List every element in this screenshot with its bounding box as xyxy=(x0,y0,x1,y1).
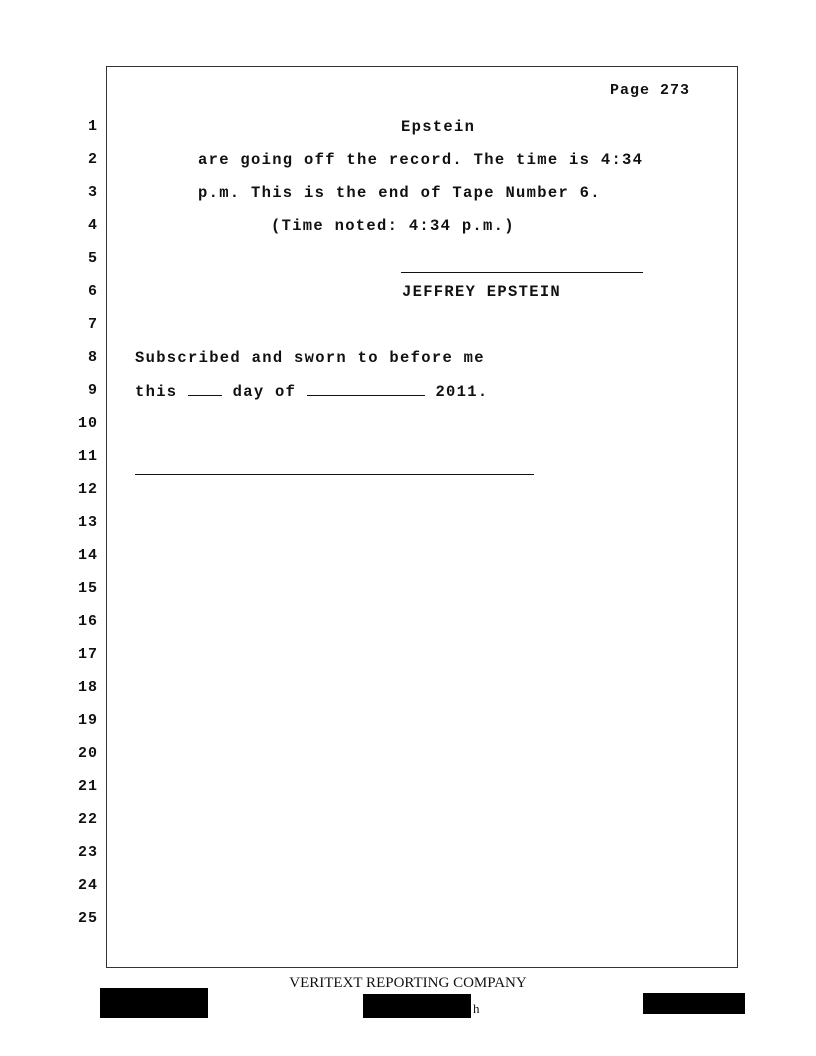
transcript-line-2: are going off the record. The time is 4:34 xyxy=(198,151,644,169)
line-number: 3 xyxy=(87,184,98,201)
jurat-this-label: this xyxy=(135,383,178,401)
signatory-name: JEFFREY EPSTEIN xyxy=(402,283,562,301)
line-number: 14 xyxy=(77,547,98,564)
redaction-block-left xyxy=(100,988,208,1018)
jurat-day-of-label: day of xyxy=(232,383,297,401)
witness-header: Epstein xyxy=(401,118,476,136)
line-number: 5 xyxy=(87,250,98,267)
transcript-line-3: p.m. This is the end of Tape Number 6. xyxy=(198,184,601,202)
line-number: 21 xyxy=(77,778,98,795)
line-number: 13 xyxy=(77,514,98,531)
jurat-date-line xyxy=(135,382,488,401)
line-number: 11 xyxy=(77,448,98,465)
line-number: 10 xyxy=(77,415,98,432)
line-number: 20 xyxy=(77,745,98,762)
jurat-year: 2011. xyxy=(435,383,489,401)
line-number: 2 xyxy=(87,151,98,168)
transcript-line-4: (Time noted: 4:34 p.m.) xyxy=(271,217,515,235)
line-number: 16 xyxy=(77,613,98,630)
notary-signature-line xyxy=(135,474,534,475)
line-number: 9 xyxy=(87,382,98,399)
day-blank xyxy=(188,382,222,396)
footer-company: VERITEXT REPORTING COMPANY xyxy=(289,975,527,991)
redaction-block-right xyxy=(643,993,745,1014)
page-number: Page 273 xyxy=(610,82,691,99)
jurat-line: Subscribed and sworn to before me xyxy=(135,349,485,367)
redaction-block-center xyxy=(363,994,471,1018)
line-number: 25 xyxy=(77,910,98,927)
line-number: 8 xyxy=(87,349,98,366)
line-number: 6 xyxy=(87,283,98,300)
line-number: 4 xyxy=(87,217,98,234)
line-number: 19 xyxy=(77,712,98,729)
month-blank xyxy=(307,382,425,396)
footer-partial-text: h xyxy=(473,1001,480,1016)
line-number: 12 xyxy=(77,481,98,498)
signature-line xyxy=(401,272,643,273)
line-number: 1 xyxy=(87,118,98,135)
line-number: 23 xyxy=(77,844,98,861)
line-number: 15 xyxy=(77,580,98,597)
line-number: 24 xyxy=(77,877,98,894)
line-number: 17 xyxy=(77,646,98,663)
line-number: 18 xyxy=(77,679,98,696)
line-number: 7 xyxy=(87,316,98,333)
line-number: 22 xyxy=(77,811,98,828)
